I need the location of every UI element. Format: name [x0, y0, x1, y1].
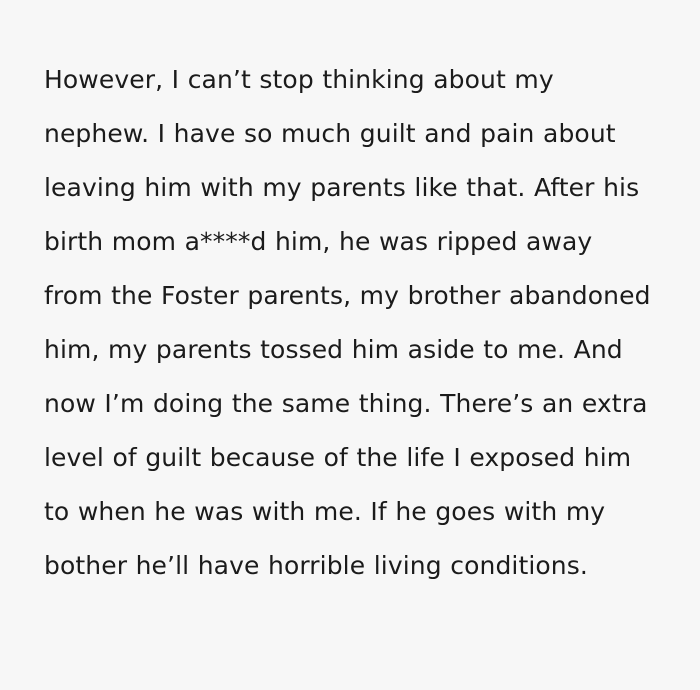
- story-paragraph: However, I can’t stop thinking about my nephew. I have so much guilt and pain about leaving him with my parents like that. After his birth mom a****d him, he was ripped away from the Foster parents, my brother abandoned him, my parents tossed him aside to me. And now I’m doing the same thing. There’s an extra level of guilt because of the life I exposed him to when he was with me. If he goes with my bother he’ll have horrible living conditions.: [44, 65, 651, 580]
